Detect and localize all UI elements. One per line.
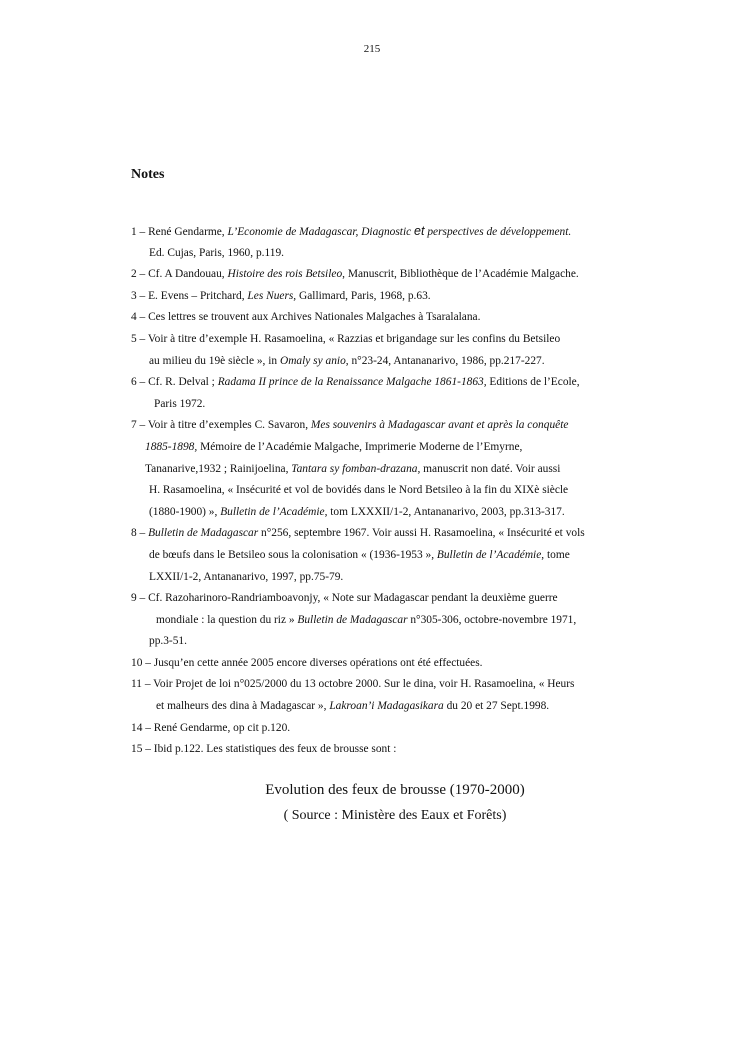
note-line [131, 221, 651, 243]
figure-source: ( Source : Ministère des Eaux et Forêts) [283, 808, 507, 823]
italic-title: Omaly sy anio [279, 354, 346, 367]
note-text: et [414, 224, 425, 238]
page-number: 215 [363, 43, 381, 55]
note-2 [131, 264, 651, 286]
italic-title: Radama II prince de la Renaissance Malgache 1861-1863, [217, 376, 487, 389]
note-15 [131, 739, 651, 761]
italic-title: Les Nuers, [247, 289, 297, 302]
note-text: Paris 1972. [154, 397, 206, 410]
note-text: pp.3-51. [149, 635, 187, 648]
figure-title: Evolution des feux de brousse (1970-2000) [265, 782, 525, 798]
note-text: 2 – Cf. A Dandouau, [131, 268, 228, 281]
italic-title: perspectives de développement. [424, 226, 572, 238]
note-text: et malheurs des dina à Madagascar », [156, 700, 330, 713]
italic-title: Lakroan’i Madagasikara [329, 700, 444, 713]
note-text: , Manuscrit, Bibliothèque de l’Académie Malgache. [342, 268, 579, 281]
note-text: n°305-306, octobre-novembre 1971, [407, 613, 577, 626]
note-line [131, 307, 651, 329]
note-7 [131, 415, 651, 523]
note-line [131, 351, 651, 373]
note-text: 6 – Cf. R. Delval ; [131, 376, 218, 389]
note-3 [131, 286, 651, 308]
note-line [131, 739, 651, 761]
note-1 [131, 221, 651, 264]
note-text: 14 – René Gendarme, op cit p.120. [131, 721, 291, 734]
italic-title: Bulletin de Madagascar [148, 527, 259, 540]
note-11 [131, 674, 651, 717]
note-text: manuscrit non daté. Voir aussi [420, 462, 561, 475]
italic-title: Histoire des rois Betsileo [227, 268, 343, 281]
note-text: 5 – Voir à titre d’exemple H. Rasamoelina, « Razzias et brigandage sur les confins du Betsileo [131, 332, 561, 345]
note-text: 8 – [131, 527, 149, 540]
italic-title: Bulletin de l’Académie [436, 548, 542, 561]
italic-title: 1885-1898, [145, 440, 198, 453]
note-text: 11 – Voir Projet de loi n°025/2000 du 13 octobre 2000. Sur le dina, voir H. Rasamoelina, « Heurs [131, 678, 575, 691]
note-line [131, 674, 651, 696]
note-text: 15 – Ibid p.122. Les statistiques des feux de brousse sont : [131, 743, 397, 756]
note-text: , n°23-24, Antananarivo, 1986, pp.217-227. [345, 354, 545, 367]
italic-title: Mes souvenirs à Madagascar avant et après la conquête [310, 419, 569, 432]
note-8 [131, 523, 651, 588]
notes-heading: Notes [131, 167, 165, 182]
note-5 [131, 329, 651, 372]
note-line [131, 502, 651, 524]
note-text: LXXII/1-2, Antananarivo, 1997, pp.75-79. [149, 570, 344, 583]
note-text: Ed. Cujas, Paris, 1960, p.119. [149, 246, 284, 259]
note-line [131, 437, 651, 459]
note-10 [131, 653, 651, 675]
note-text: Editions de l’Ecole, [486, 376, 580, 389]
note-6 [131, 372, 651, 415]
note-line [131, 372, 651, 394]
note-line [131, 415, 651, 437]
note-line [131, 610, 651, 632]
note-text: mondiale : la question du riz » [156, 613, 298, 626]
note-text: au milieu du 19è siècle », in [149, 354, 280, 367]
note-text: n°256, septembre 1967. Voir aussi H. Rasamoelina, « Insécurité et vols [258, 527, 585, 540]
note-text: 7 – Voir à titre d’exemples C. Savaron, [131, 419, 311, 432]
note-text: 1 – René Gendarme, [131, 226, 228, 238]
note-9 [131, 588, 651, 653]
note-line [131, 545, 651, 567]
note-text: Gallimard, Paris, 1968, p.63. [296, 289, 431, 302]
note-14 [131, 718, 651, 740]
note-text: , tome [541, 548, 570, 561]
note-line [131, 523, 651, 545]
note-line [131, 567, 651, 589]
note-text: Mémoire de l’Académie Malgache, Imprimerie Moderne de l’Emyrne, [197, 440, 523, 453]
note-text: 9 – Cf. Razoharinoro-Randriamboavonjy, « Note sur Madagascar pendant la deuxième guerre [131, 592, 558, 605]
note-4 [131, 307, 651, 329]
note-text: 3 – E. Evens – Pritchard, [131, 289, 248, 302]
note-text: 4 – Ces lettres se trouvent aux Archives Nationales Malgaches à Tsaralalana. [131, 311, 481, 324]
note-text: Tananarive,1932 ; Rainijoelina, [145, 462, 292, 475]
note-line [131, 631, 651, 653]
note-text: du 20 et 27 Sept.1998. [443, 700, 550, 713]
note-line [131, 329, 651, 351]
note-line [131, 394, 651, 416]
note-text: H. Rasamoelina, « Insécurité et vol de bovidés dans le Nord Betsileo à la fin du XIXè siècle [149, 484, 569, 497]
italic-title: Bulletin de l’Académie [220, 505, 325, 518]
note-text: de bœufs dans le Betsileo sous la colonisation « (1936-1953 », [149, 548, 437, 561]
italic-title: Tantara sy fomban-drazana, [291, 462, 421, 475]
notes-list [131, 221, 651, 761]
note-line [131, 459, 651, 481]
note-line [131, 653, 651, 675]
note-line [131, 286, 651, 308]
note-line [131, 264, 651, 286]
note-line [131, 718, 651, 740]
italic-title: L’Economie de Madagascar, Diagnostic [227, 226, 415, 238]
note-line [131, 480, 651, 502]
note-line [131, 696, 651, 718]
note-text: , tom LXXXII/1-2, Antananarivo, 2003, pp.313-317. [324, 505, 565, 518]
note-text: (1880-1900) », [149, 505, 221, 518]
note-text: 10 – Jusqu’en cette année 2005 encore diverses opérations ont été effectuées. [131, 656, 483, 669]
italic-title: Bulletin de Madagascar [297, 613, 408, 626]
note-line [131, 588, 651, 610]
note-line [131, 243, 651, 265]
